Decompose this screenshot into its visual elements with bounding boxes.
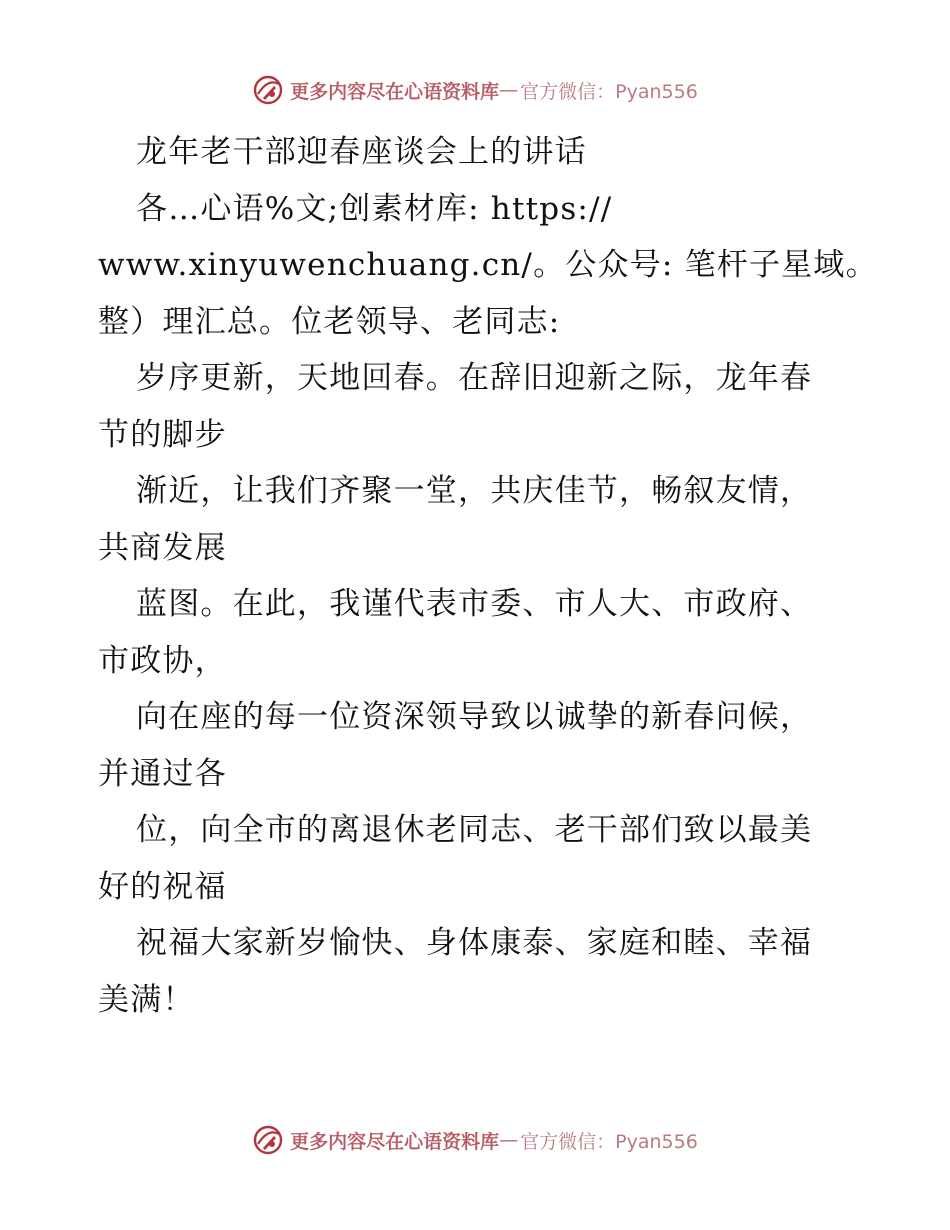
paragraph-line: 市政协， bbox=[98, 642, 227, 679]
logo-icon bbox=[252, 74, 284, 106]
banner-wechat-text: 官方微信：Pyan556 bbox=[520, 1130, 698, 1153]
header-banner bbox=[0, 70, 950, 110]
document-title: 龙年老干部迎春座谈会上的讲话 bbox=[136, 134, 587, 170]
paragraph-line: 各…心语%文;创素材库: https:// bbox=[136, 190, 613, 227]
banner-main-text: 更多内容尽在心语资料库 bbox=[290, 80, 500, 103]
paragraph-line: 蓝图。在此，我谨代表市委、市人大、市政府、 bbox=[136, 586, 813, 622]
banner-wechat-text: 官方微信：Pyan556 bbox=[520, 80, 698, 103]
banner-dash: — bbox=[499, 79, 519, 101]
paragraph-line: 好的祝福 bbox=[98, 868, 227, 905]
footer-banner bbox=[0, 1120, 950, 1160]
banner-dash: — bbox=[499, 1129, 519, 1151]
document-body bbox=[98, 124, 878, 1028]
banner-main-text: 更多内容尽在心语资料库 bbox=[290, 1130, 500, 1153]
paragraph-line: 岁序更新，天地回春。在辞旧迎新之际，龙年春 bbox=[136, 360, 813, 396]
paragraph-line: 整）理汇总。位老领导、老同志: bbox=[98, 303, 561, 340]
logo-icon bbox=[252, 1124, 284, 1156]
paragraph-line: 并通过各 bbox=[98, 755, 227, 792]
paragraph-line: 渐近，让我们齐聚一堂，共庆佳节，畅叙友情， bbox=[136, 473, 813, 509]
paragraph-line: 位，向全市的离退休老同志、老干部们致以最美 bbox=[136, 812, 813, 848]
paragraph-line: 节的脚步 bbox=[98, 416, 227, 453]
paragraph-line: www.xinyuwenchuang.cn/。公众号: 笔杆子星域。 bbox=[98, 247, 878, 283]
paragraph-line: 共商发展 bbox=[98, 529, 227, 566]
paragraph-line: 美满！ bbox=[98, 981, 195, 1018]
paragraph-line: 向在座的每一位资深领导致以诚挚的新春问候， bbox=[136, 699, 813, 735]
paragraph-line: 祝福大家新岁愉快、身体康泰、家庭和睦、幸福 bbox=[136, 925, 813, 961]
